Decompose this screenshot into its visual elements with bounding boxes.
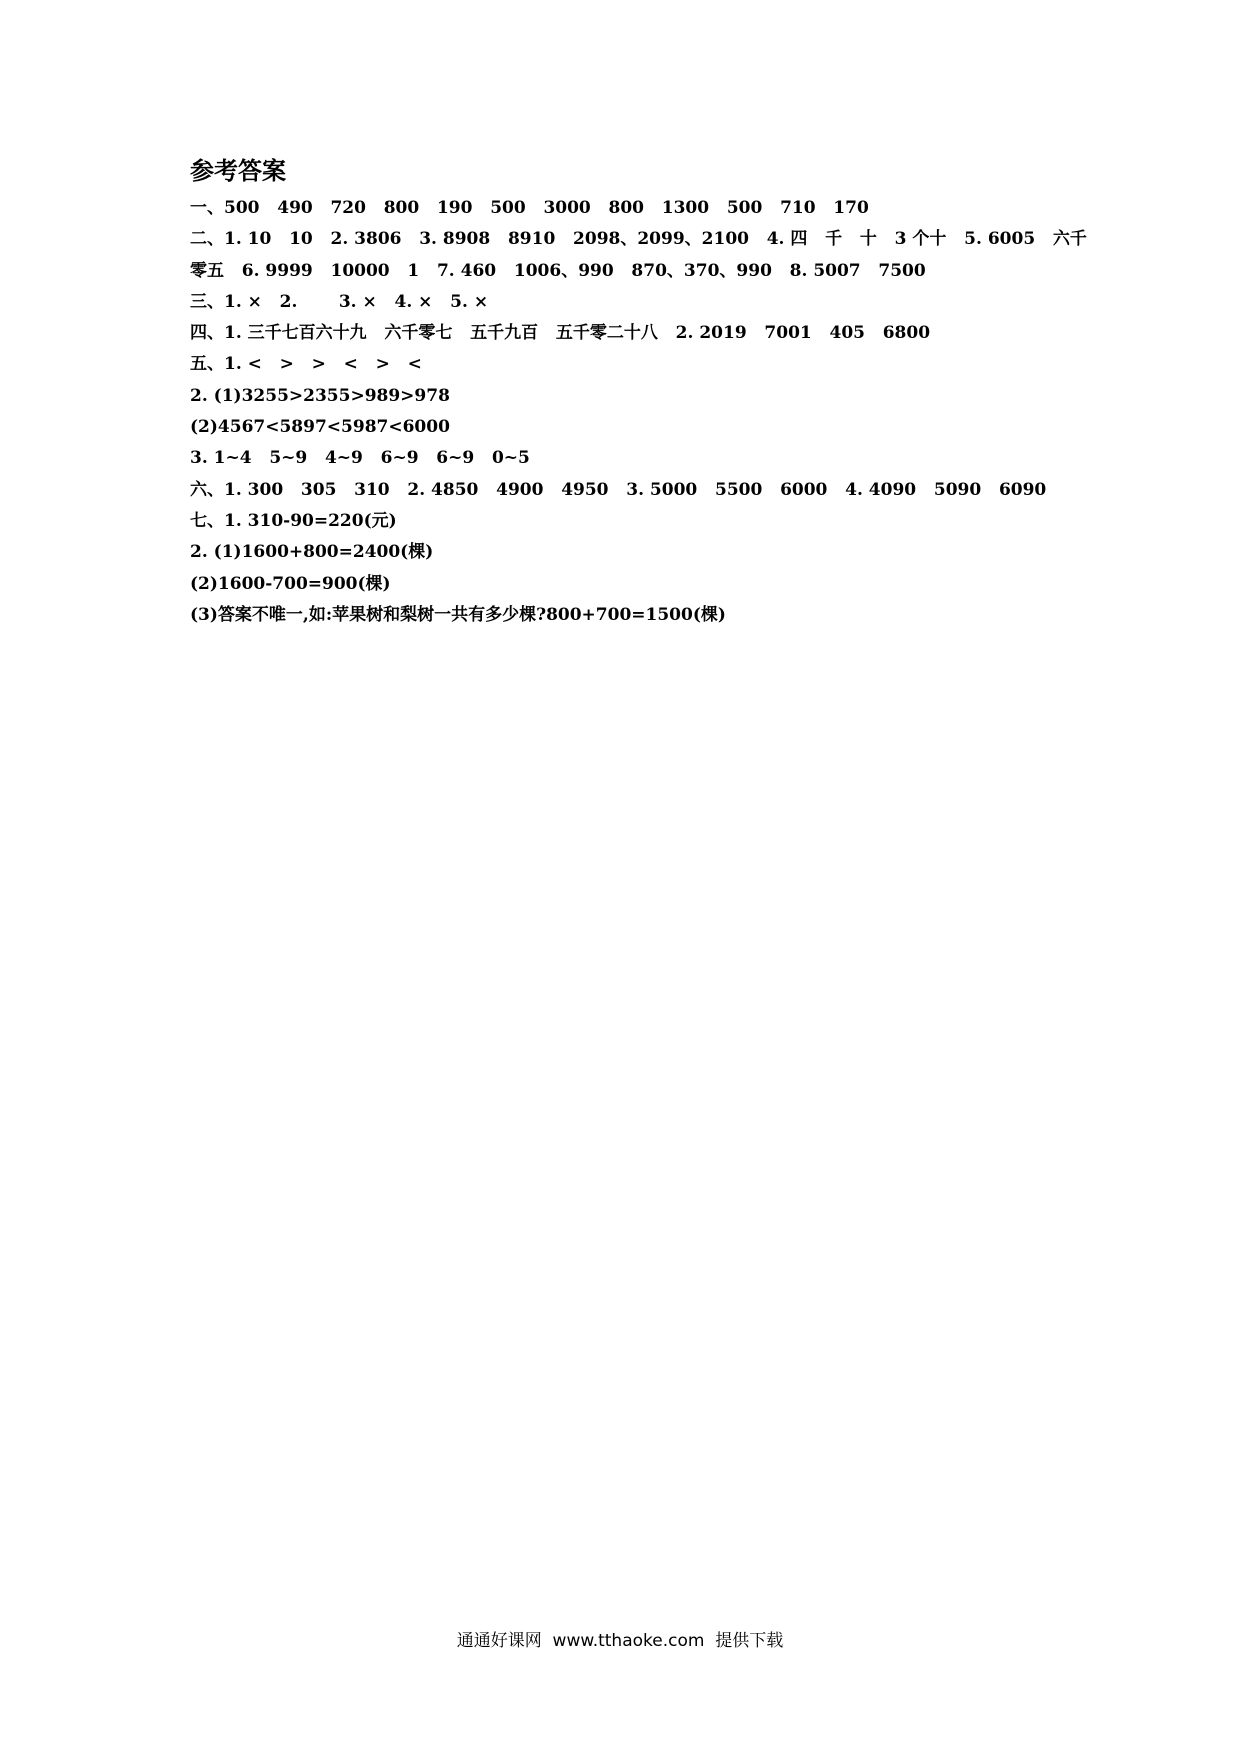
answer-line-12: 2. (1)1600+800=2400(棵) <box>190 542 434 563</box>
answer-line-4: 三、1. × 2. 3. × 4. × 5. × <box>190 291 489 312</box>
answer-line-13: (2)1600-700=900(棵) <box>190 573 391 594</box>
answer-line-2: 二、1. 10 10 2. 3806 3. 8908 8910 2098、2099、2100 4. 四 千 十 3 个十 5. 6005 六千 <box>190 229 1087 250</box>
footer-watermark: 通通好课网 www.tthaoke.com 提供下载 <box>456 1631 784 1651</box>
answer-line-6: 五、1. < > > < > < <box>190 354 422 375</box>
answer-line-9: 3. 1~4 5~9 4~9 6~9 6~9 0~5 <box>190 448 530 469</box>
answer-line-1: 一、500 490 720 800 190 500 3000 800 1300 500 710 170 <box>190 198 869 218</box>
answer-line-7: 2. (1)3255>2355>989>978 <box>190 385 450 406</box>
answer-line-11: 七、1. 310-90=220(元) <box>190 510 397 531</box>
answer-line-8: (2)4567<5897<5987<6000 <box>190 417 450 438</box>
page-title: 参考答案 <box>190 157 286 185</box>
answer-list <box>190 193 1087 631</box>
answer-line-5: 四、1. 三千七百六十九 六千零七 五千九百 五千零二十八 2. 2019 7001 405 6800 <box>190 323 931 344</box>
answer-line-10: 六、1. 300 305 310 2. 4850 4900 4950 3. 5000 5500 6000 4. 4090 5090 6090 <box>190 479 1047 500</box>
answer-line-14: (3)答案不唯一,如:苹果树和梨树一共有多少棵?800+700=1500(棵) <box>190 604 726 625</box>
answer-line-3: 零五 6. 9999 10000 1 7. 460 1006、990 870、370、990 8. 5007 7500 <box>190 260 926 281</box>
